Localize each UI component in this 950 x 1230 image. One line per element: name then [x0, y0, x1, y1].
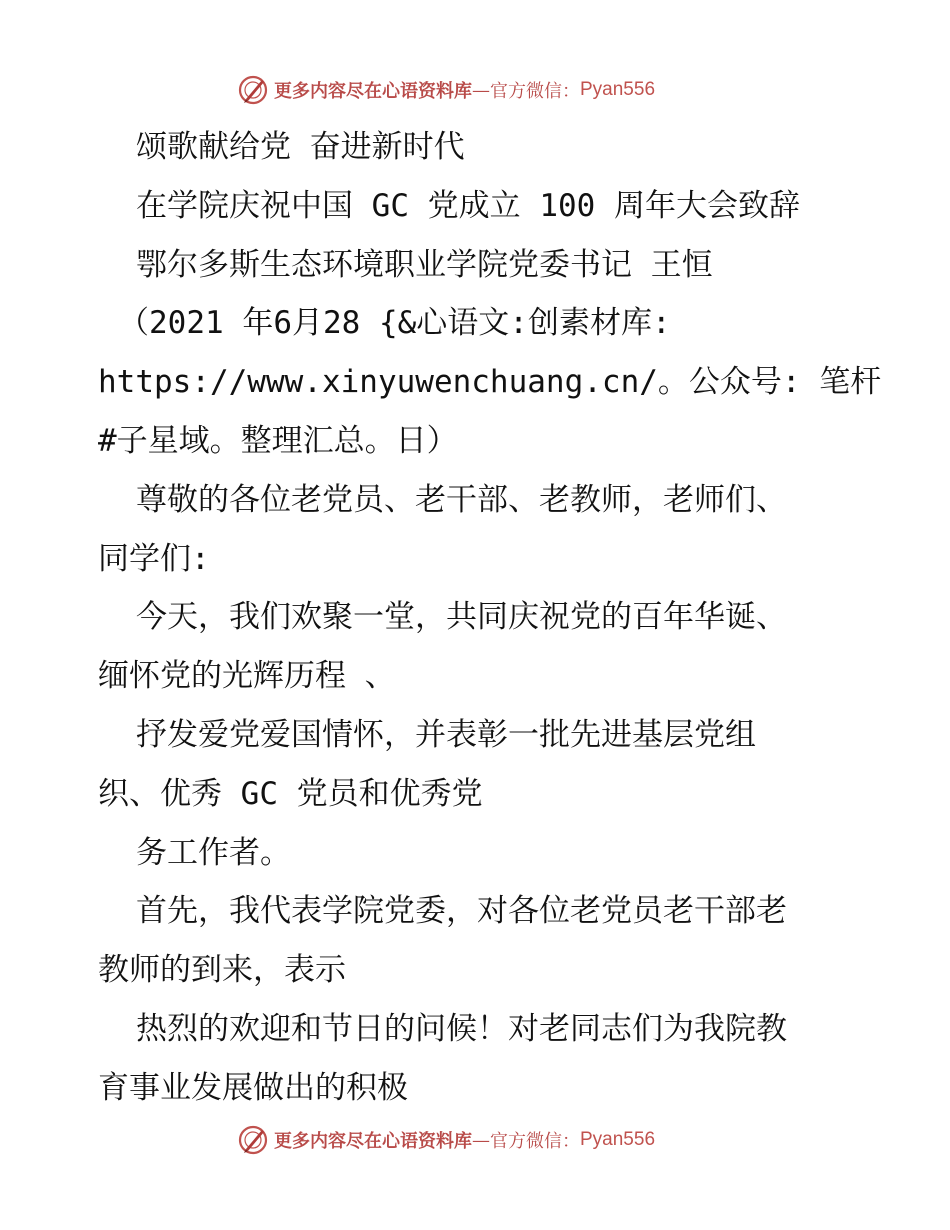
text-line: 今天，我们欢聚一堂，共同庆祝党的百年华诞、: [136, 599, 787, 636]
document-body: [98, 118, 882, 1118]
text-line: 抒发爱党爱国情怀，并表彰一批先进基层党组: [136, 716, 756, 753]
text-line: 缅怀党的光辉历程 、: [98, 658, 396, 695]
banner-handle: Pyan556: [580, 1129, 656, 1150]
text-line: 首先，我代表学院党委，对各位老党员老干部老: [136, 893, 787, 930]
text-line: 鄂尔多斯生态环境职业学院党委书记 王恒: [136, 246, 713, 283]
header-banner: [236, 72, 655, 108]
banner-separator: —: [472, 79, 490, 101]
text-line: 热烈的欢迎和节日的问候！对老同志们为我院教: [136, 1010, 787, 1047]
pen-logo-icon: [236, 73, 270, 107]
text-line: 颂歌献给党 奋进新时代: [136, 129, 465, 165]
text-line: 务工作者。: [136, 834, 291, 871]
banner-handle: Pyan556: [580, 79, 656, 100]
text-line: 教师的到来，表示: [98, 952, 346, 989]
text-line: （2021 年6月28 {&心语文:创素材库:: [118, 305, 671, 342]
banner-brand: 更多内容尽在心语资料库: [274, 1131, 472, 1152]
text-line: 织、优秀 GC 党员和优秀党: [98, 775, 483, 812]
banner-separator: —: [472, 1129, 490, 1151]
text-line: 尊敬的各位老党员、老干部、老教师，老师们、: [136, 481, 787, 518]
text-line: 在学院庆祝中国 GC 党成立 100 周年大会致辞: [136, 187, 800, 224]
banner-wechat-label: 官方微信：: [490, 81, 580, 102]
pen-logo-icon: [236, 1123, 270, 1157]
text-line: 育事业发展做出的积极: [98, 1069, 408, 1106]
banner-brand: 更多内容尽在心语资料库: [274, 81, 472, 102]
text-line: https://www.xinyuwenchuang.cn/。公众号: 笔杆: [98, 364, 882, 401]
text-line: #子星域。整理汇总。日）: [98, 422, 458, 459]
banner-wechat-label: 官方微信：: [490, 1131, 580, 1152]
text-line: 同学们:: [98, 540, 210, 577]
footer-banner: [236, 1122, 655, 1158]
